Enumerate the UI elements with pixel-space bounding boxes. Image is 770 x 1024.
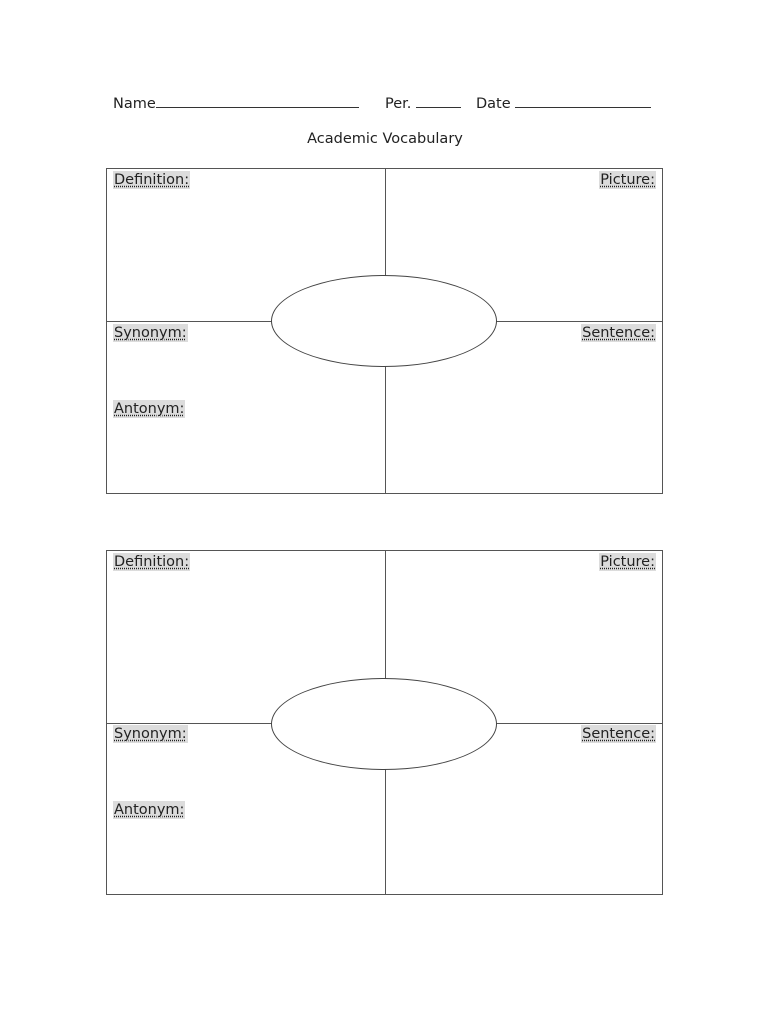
date-label: Date xyxy=(476,96,511,112)
picture-label: Picture: xyxy=(600,554,655,570)
synonym-label: Synonym: xyxy=(114,325,187,341)
period-field[interactable] xyxy=(385,94,461,112)
antonym-label: Antonym: xyxy=(114,401,185,417)
antonym-label: Antonym: xyxy=(114,802,185,818)
date-field[interactable] xyxy=(476,94,651,112)
vocabulary-organizer-1 xyxy=(106,168,663,494)
period-blank[interactable] xyxy=(416,94,461,108)
date-blank[interactable] xyxy=(515,94,651,108)
vocabulary-organizer-2 xyxy=(106,550,663,895)
picture-label: Picture: xyxy=(600,172,655,188)
vocabulary-word-oval[interactable] xyxy=(271,275,497,367)
synonym-label: Synonym: xyxy=(114,726,187,742)
definition-label: Definition: xyxy=(114,554,190,570)
sentence-label: Sentence: xyxy=(582,726,655,742)
page-title: Academic Vocabulary xyxy=(307,131,463,147)
vocabulary-word-oval[interactable] xyxy=(271,678,497,770)
definition-label: Definition: xyxy=(114,172,190,188)
period-label: Per. xyxy=(385,96,412,112)
name-blank[interactable] xyxy=(156,94,359,108)
name-label: Name xyxy=(113,96,156,112)
sentence-label: Sentence: xyxy=(582,325,655,341)
name-field[interactable] xyxy=(113,94,359,112)
